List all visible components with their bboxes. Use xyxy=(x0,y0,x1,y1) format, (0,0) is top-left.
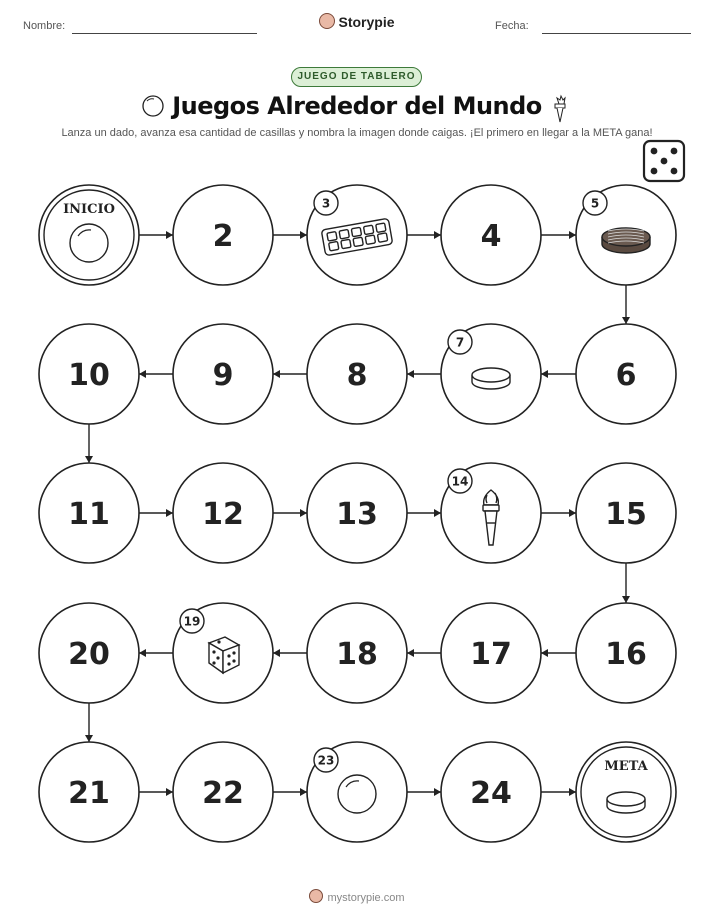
square-number: 10 xyxy=(68,358,110,393)
square-number: 4 xyxy=(480,219,502,254)
title-torch-icon xyxy=(555,96,565,122)
square-number: 7 xyxy=(455,335,465,350)
board-squares xyxy=(39,185,676,842)
board-square-23[interactable] xyxy=(307,742,407,842)
board-square-21[interactable] xyxy=(39,742,139,842)
square-number: 8 xyxy=(346,358,368,393)
square-number: 2 xyxy=(212,219,234,254)
board-square-20[interactable] xyxy=(39,603,139,703)
board-square-25[interactable] xyxy=(576,742,676,842)
board-square-9[interactable] xyxy=(173,324,273,424)
square-number: 3 xyxy=(321,196,331,211)
date-label: Fecha: xyxy=(495,20,529,32)
square-number: 18 xyxy=(336,637,378,672)
square-number: 22 xyxy=(202,776,244,811)
board-square-22[interactable] xyxy=(173,742,273,842)
square-number: 5 xyxy=(590,196,600,211)
marble-icon xyxy=(70,224,108,262)
square-number: 19 xyxy=(183,614,201,629)
storypie-footer-logo-icon xyxy=(309,889,323,903)
finish-label: META xyxy=(604,759,648,774)
board-square-8[interactable] xyxy=(307,324,407,424)
board-square-18[interactable] xyxy=(307,603,407,703)
square-number: 17 xyxy=(470,637,512,672)
square-number: 9 xyxy=(212,358,234,393)
board-square-17[interactable] xyxy=(441,603,541,703)
square-number: 21 xyxy=(68,776,110,811)
board-square-11[interactable] xyxy=(39,463,139,563)
square-number: 15 xyxy=(605,497,647,532)
square-number: 6 xyxy=(615,358,637,393)
start-label: INICIO xyxy=(63,202,115,217)
board-square-13[interactable] xyxy=(307,463,407,563)
square-number: 16 xyxy=(605,637,647,672)
square-number: 20 xyxy=(68,637,110,672)
board-square-4[interactable] xyxy=(441,185,541,285)
square-number: 14 xyxy=(451,474,469,489)
board-square-3[interactable] xyxy=(307,185,407,285)
square-number: 13 xyxy=(336,497,378,532)
game-piece-icon xyxy=(607,792,645,813)
square-number: 24 xyxy=(470,776,512,811)
board-square-19[interactable] xyxy=(173,603,273,703)
dice-decoration-icon xyxy=(644,141,684,181)
board-square-5[interactable] xyxy=(576,185,676,285)
category-badge: JUEGO DE TABLERO xyxy=(291,67,422,87)
board-square-24[interactable] xyxy=(441,742,541,842)
brand-name: Storypie xyxy=(338,14,395,30)
instructions: Lanza un dado, avanza esa cantidad de casillas y nombra la imagen donde caigas. ¡El primero en llegar a la META gana! xyxy=(61,127,653,139)
footer-url[interactable]: mystorypie.com xyxy=(327,892,405,904)
page-title: Juegos Alrededor del Mundo xyxy=(172,92,542,120)
marble-icon xyxy=(338,775,376,813)
board-square-10[interactable] xyxy=(39,324,139,424)
wooden-disc-icon xyxy=(602,228,650,253)
title-marble-icon xyxy=(143,96,163,116)
board-square-6[interactable] xyxy=(576,324,676,424)
square-number: 23 xyxy=(317,753,335,768)
square-number: 11 xyxy=(68,497,110,532)
board-square-2[interactable] xyxy=(173,185,273,285)
square-number: 12 xyxy=(202,497,244,532)
board-square-12[interactable] xyxy=(173,463,273,563)
board-square-16[interactable] xyxy=(576,603,676,703)
board-square-14[interactable] xyxy=(441,463,541,563)
name-label: Nombre: xyxy=(23,20,66,32)
board-square-7[interactable] xyxy=(441,324,541,424)
game-piece-icon xyxy=(472,368,510,389)
board-square-1[interactable] xyxy=(39,185,139,285)
board-square-15[interactable] xyxy=(576,463,676,563)
footer xyxy=(0,889,714,904)
